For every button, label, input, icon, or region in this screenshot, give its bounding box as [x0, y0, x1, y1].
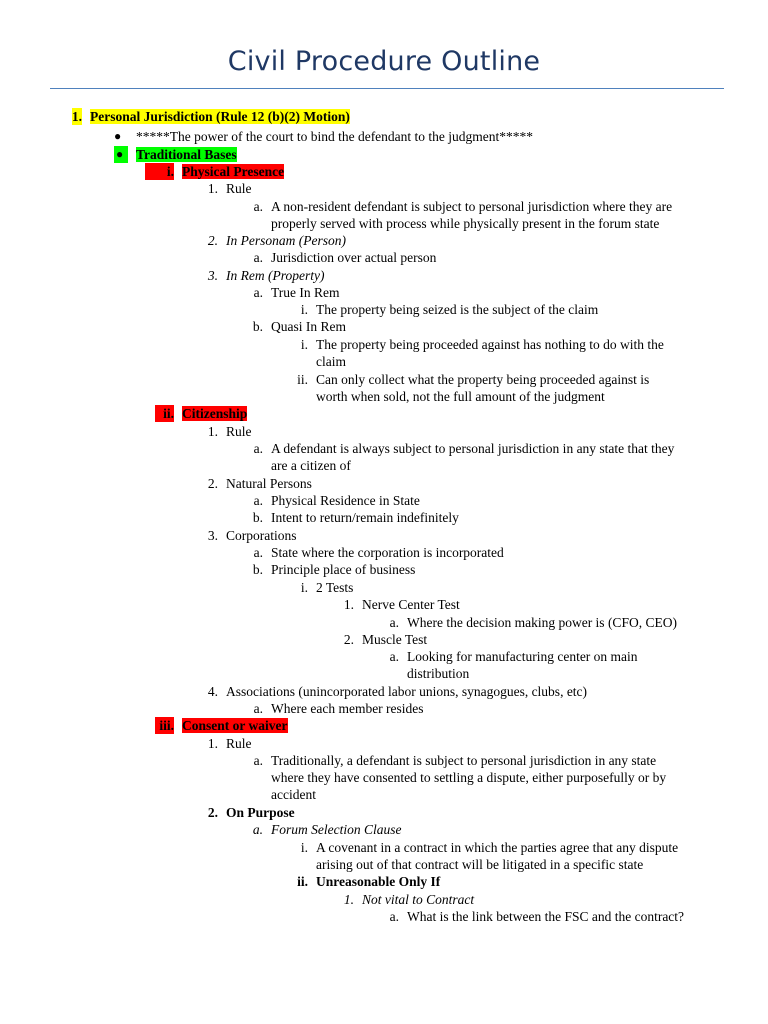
list-marker: ii. — [297, 372, 308, 387]
heading-text: Personal Jurisdiction (Rule 12 (b)(2) Motion) — [90, 109, 350, 124]
list-marker: i. — [300, 840, 308, 855]
list-text: Rule — [226, 181, 252, 196]
list-item — [300, 839, 679, 856]
list-text: Rule — [226, 424, 252, 439]
list-text: A covenant in a contract in which the parties agree that any dispute — [316, 840, 679, 855]
list-text: Nerve Center Test — [362, 597, 460, 612]
list-text: Intent to return/remain indefinitely — [271, 510, 459, 525]
list-text-continued: distribution — [407, 666, 470, 681]
list-item — [297, 371, 650, 388]
list-item — [253, 198, 673, 215]
list-text: Associations (unincorporated labor unions, synagogues, clubs, etc) — [226, 684, 588, 699]
list-marker: b. — [252, 562, 263, 577]
list-text: Quasi In Rem — [271, 319, 346, 334]
list-text: Forum Selection Clause — [271, 822, 402, 837]
list-marker: 1. — [343, 892, 354, 907]
list-item — [253, 752, 657, 769]
list-text: Muscle Test — [362, 632, 428, 647]
list-text: The property being proceeded against has nothing to do with the — [316, 337, 664, 352]
bullet-traditional-bases — [116, 146, 237, 163]
list-marker: ii. — [297, 874, 308, 889]
list-text: A defendant is always subject to personal jurisdiction in any state that they — [271, 441, 675, 456]
list-text: Corporations — [226, 528, 297, 543]
list-text: Traditionally, a defendant is subject to personal jurisdiction in any state — [271, 753, 657, 768]
section-text: Physical Presence — [182, 164, 285, 179]
list-item — [207, 527, 297, 544]
list-marker: iii. — [155, 717, 174, 734]
list-text-continued: properly served with process while physically present in the forum state — [271, 216, 660, 231]
list-item — [300, 336, 664, 353]
list-item — [207, 804, 295, 821]
bullet-icon: ● — [114, 146, 128, 163]
list-item — [252, 509, 459, 526]
list-marker: b. — [252, 319, 263, 334]
list-text: Where the decision making power is (CFO, CEO) — [407, 615, 677, 630]
list-text-continued: are a citizen of — [271, 458, 351, 473]
bullet-text: *****The power of the court to bind the defendant to the judgment***** — [136, 129, 534, 144]
list-marker: 4. — [207, 684, 218, 699]
list-marker: b. — [252, 510, 263, 525]
list-text: Jurisdiction over actual person — [271, 250, 437, 265]
list-marker: 3. — [207, 528, 218, 543]
list-marker: i. — [300, 337, 308, 352]
section-physical-presence — [166, 163, 285, 180]
list-item — [389, 614, 677, 631]
list-text: Where each member resides — [271, 701, 424, 716]
list-marker: 1. — [207, 181, 218, 196]
title-divider — [50, 88, 724, 89]
list-marker: i. — [300, 302, 308, 317]
list-item — [389, 908, 685, 925]
list-text-continued: accident — [271, 787, 316, 802]
list-marker: 2. — [343, 632, 354, 647]
list-text: 2 Tests — [316, 580, 354, 595]
list-text: What is the link between the FSC and the contract? — [407, 909, 685, 924]
list-marker: a. — [253, 545, 263, 560]
list-item — [343, 631, 428, 648]
heading-personal-jurisdiction — [71, 108, 350, 125]
list-marker: a. — [253, 285, 263, 300]
list-item — [297, 873, 441, 890]
list-marker: a. — [389, 649, 399, 664]
list-item — [300, 579, 354, 596]
bullet-icon: ● — [114, 129, 122, 143]
list-item — [252, 821, 402, 838]
list-marker: a. — [389, 909, 399, 924]
list-marker: 3. — [207, 268, 218, 283]
list-marker: 1. — [343, 597, 354, 612]
list-item — [207, 475, 312, 492]
bullet-power-of-court — [114, 128, 534, 145]
list-marker: a. — [253, 753, 263, 768]
list-marker: 1. — [207, 424, 218, 439]
list-text: Rule — [226, 736, 252, 751]
page-title: Civil Procedure Outline — [227, 46, 541, 77]
list-text-continued: arising out of that contract will be litigated in a specific state — [316, 857, 644, 872]
list-marker: a. — [389, 615, 399, 630]
list-text: Unreasonable Only If — [316, 874, 441, 889]
list-text: State where the corporation is incorporated — [271, 545, 504, 560]
list-item — [343, 596, 460, 613]
section-text: Consent or waiver — [182, 718, 288, 733]
list-text: Principle place of business — [271, 562, 416, 577]
list-text: True In Rem — [271, 285, 340, 300]
list-text-continued: worth when sold, not the full amount of the judgment — [316, 389, 605, 404]
list-marker: a. — [253, 250, 263, 265]
list-item — [207, 683, 588, 700]
list-marker: ii. — [155, 405, 174, 422]
list-marker: a. — [253, 441, 263, 456]
list-text: Looking for manufacturing center on main — [407, 649, 638, 664]
section-consent-or-waiver — [159, 717, 288, 734]
list-marker: 2. — [207, 805, 218, 820]
list-item — [253, 544, 504, 561]
list-marker: i. — [300, 580, 308, 595]
list-item — [253, 700, 424, 717]
list-text: Can only collect what the property being proceeded against is — [316, 372, 650, 387]
list-item — [253, 284, 340, 301]
list-text: In Personam (Person) — [226, 233, 346, 248]
list-marker: a. — [253, 701, 263, 716]
list-item — [253, 249, 437, 266]
list-marker: a. — [253, 493, 263, 508]
list-item — [389, 648, 638, 665]
list-item — [300, 301, 599, 318]
list-marker: 2. — [207, 233, 218, 248]
list-marker: 1. — [71, 109, 82, 124]
bullet-text: Traditional Bases — [136, 147, 237, 162]
list-text-continued: where they have consented to settling a dispute, either purposefully or by — [271, 770, 667, 785]
list-item — [207, 267, 325, 284]
list-item — [253, 492, 420, 509]
list-item — [252, 318, 346, 335]
section-citizenship — [163, 405, 248, 422]
list-item — [207, 232, 346, 249]
list-text: Not vital to Contract — [362, 892, 475, 907]
list-item — [252, 561, 416, 578]
list-marker: 2. — [207, 476, 218, 491]
list-text: On Purpose — [226, 805, 295, 820]
list-marker: i. — [145, 163, 174, 180]
section-text: Citizenship — [182, 406, 248, 421]
list-marker: a. — [252, 822, 263, 837]
list-text: The property being seized is the subject of the claim — [316, 302, 599, 317]
list-item — [207, 423, 252, 440]
list-text: Natural Persons — [226, 476, 312, 491]
list-text: In Rem (Property) — [226, 268, 325, 283]
list-marker: a. — [253, 199, 263, 214]
list-item — [343, 891, 475, 908]
list-item — [207, 735, 252, 752]
list-item — [207, 180, 252, 197]
list-text: Physical Residence in State — [271, 493, 420, 508]
list-item — [253, 440, 675, 457]
list-marker: 1. — [207, 736, 218, 751]
list-text-continued: claim — [316, 354, 346, 369]
list-text: A non-resident defendant is subject to personal jurisdiction where they are — [271, 199, 673, 214]
